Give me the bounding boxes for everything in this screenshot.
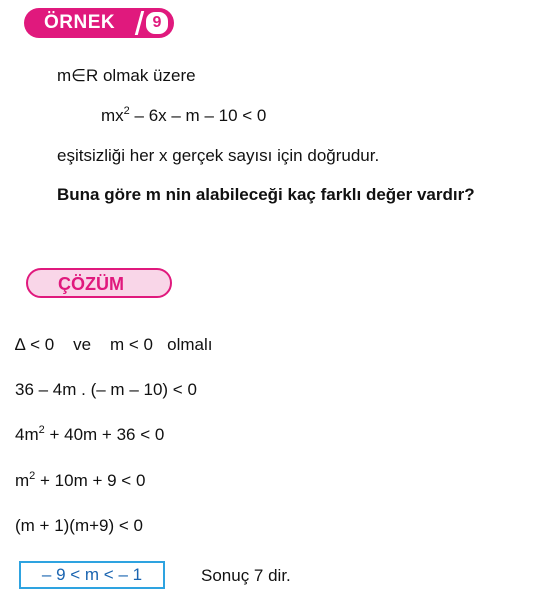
solution-step-4 [15,471,145,491]
result-text: Sonuç 7 dir. [201,566,291,585]
inequality-exponent: 2 [123,105,130,117]
example-number-box [146,12,168,34]
step3-base: 4m [15,425,39,444]
solution-badge-label: ÇÖZÜM [58,274,124,294]
inequality-rest: – 6x – m – 10 < 0 [129,106,267,125]
solution-badge [26,268,172,298]
problem-question: Buna göre m nin alabileceği kaç farklı değer vardır? [57,185,475,204]
step4-rest: + 10m + 9 < 0 [35,471,146,490]
example-badge-label: ÖRNEK [44,12,116,33]
badge-separator [135,11,144,35]
problem-condition: m∈R olmak üzere [57,66,196,85]
solution-step-3 [15,425,164,445]
solution-step-1: ∆ < 0 ve m < 0 olmalı [15,335,213,354]
step3-rest: + 40m + 36 < 0 [44,425,165,444]
problem-inequality [101,106,266,126]
solution-step-2: 36 – 4m . (– m – 10) < 0 [15,380,197,399]
solution-step-5: (m + 1)(m+9) < 0 [15,516,144,535]
step4-exponent: 2 [29,470,36,482]
problem-statement: eşitsizliği her x gerçek sayısı için doğrudur. [57,146,380,165]
example-number: 9 [152,14,162,31]
step4-base: m [15,471,30,490]
answer-box [19,561,165,589]
answer-interval: – 9 < m < – 1 [41,565,143,584]
inequality-base: mx [101,106,124,125]
example-badge [24,8,174,38]
step3-exponent: 2 [38,424,45,436]
